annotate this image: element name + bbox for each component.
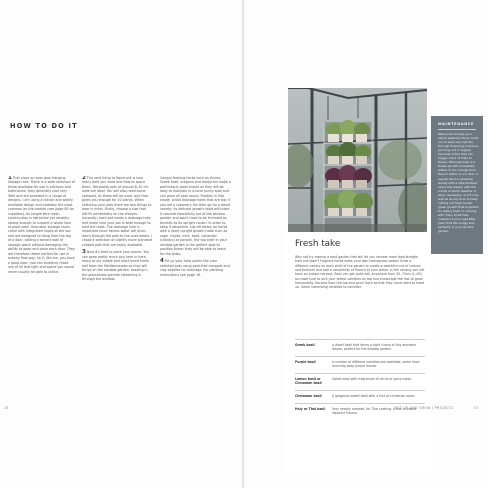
shelf-third xyxy=(324,165,372,189)
running-footer: SET UP AND GROW | PROJECTS xyxy=(395,406,454,410)
greenhouse-illustration xyxy=(288,88,427,234)
maintenance-heading: MAINTENANCE xyxy=(438,122,475,126)
step-number: 3 xyxy=(82,249,86,256)
section-heading: HOW TO DO IT xyxy=(10,122,78,130)
table-row xyxy=(295,391,425,404)
step-number: 1 xyxy=(8,176,12,181)
step-text: Fill up your herb plants like your selected pots using peat-free compost and clay pebbles for drainage. For planting instructions see page 16. xyxy=(160,259,230,277)
step-paragraph xyxy=(8,176,75,274)
variety-name: Cinnamon basil xyxy=(295,391,332,404)
page-number-right: 17 xyxy=(474,406,479,410)
variety-desc: Sweet basil with fragrances of citrus or spicy notes. xyxy=(332,374,425,391)
maintenance-divider xyxy=(438,129,476,130)
greenhouse-herb-photo xyxy=(288,88,427,234)
variety-name: Greek basil xyxy=(295,340,332,357)
table-row xyxy=(295,374,425,391)
fresh-take-body: Why not try making a basil garden that will let you harvest more food straight from the plant? Fragrant herbs make your own homegrown pesto! Grow a different variety on each shelf of the garden to create a beautiful mix of colours and textures and add a complexity of flavour to your pesto. In the coming you will have an instant harvest. Basil can get quite tall, anywhere from 30–70cm (1–2ft) so make sure to pick your tallest varieties on top and encourage the rest to grow horizontally. Harvest from the top and pinch back so that they never start to head up. Some interesting varieties to consider: xyxy=(295,255,425,290)
table-row xyxy=(295,357,425,374)
variety-desc: A number of different varieties are available, some have stunning deep purple leaves. xyxy=(332,357,425,374)
fresh-take-title: Fresh take xyxy=(295,239,341,249)
variety-name: Purple basil xyxy=(295,357,332,374)
variety-desc: Very heavily scented, for Thai cooking. It has a unique liquorice flavour. xyxy=(332,404,425,421)
shelf-top xyxy=(324,120,372,143)
maintenance-body: Make sure to keep your plants watered. Many herbs run to seed very quickly through flowering, however, pinching out or regular harvests of the tops can trigger more of them to flower. Although basil is a flower we still completely edible. It can change their flavour within in our door. A regular feed is essential. Gently with a little fertiliser every few weeks, with the arrival of warm weather or when necessary, and it may well be at any time to keep cutting out fresh tender green growth that is perfect for eating fresh or cooking with. Plus, it will help maintain a nice neat little plant that fits snugly and perfectly in your window garden. xyxy=(438,132,479,234)
table-row xyxy=(295,340,425,357)
variety-desc: A dwarf basil that forms a tight clump of tiny aromatic leaves, perfect for the window garden. xyxy=(332,340,425,357)
fresh-take-box xyxy=(285,232,431,474)
step-text: Now it's time to plant your plants. You can grow pretty much any herb in here, many of our staple and most loved herbs hail from the Mediterranean so they will thrive on the window garden, basking in the glasshouse warmth streaming in through the window. xyxy=(82,250,150,281)
step-paragraph xyxy=(82,250,152,281)
page-number-left: 16 xyxy=(4,406,9,410)
step-text: First place an over-door hanging storage rack. There is a wide selection of these available for use in kitchens and bathrooms; they generally cost very little and are available in a range of designs. I am using a classic and widely available design and probably the most common on the market (see page 00 for suppliers). As simple wire mesh construction is attractive yet sensibly strong enough to support a whole host of plant pots. Over-door storage racks come with integrated hooks at the top and are designed to hang from the top of a door, adding a second wall of storage space without damaging the ability to open and close each door. They are therefore rather perfect for use in exactly that way, so if, like me, you have a glass door, you can suddenly make use of all that light and space you would never usually be able to utilise. xyxy=(8,176,75,274)
shelf-second xyxy=(324,142,372,165)
text-column-2 xyxy=(82,176,152,436)
text-column-1 xyxy=(8,176,75,416)
shelf-bottom xyxy=(324,190,373,217)
text-column-3 xyxy=(160,176,231,346)
step-paragraph xyxy=(82,176,152,247)
variety-name: Holy or Thai basil xyxy=(295,404,332,421)
step-text: The next thing to figure out is how many pots you need and how to space them. Terracotta pots of around 8–10 cm wide are ideal. You will also need some compost, as these will be used, and that gives you enough for 10 plants. When selecting your pots there are two things to bear in mind. Firstly, choose a size that will fit comfortably on the shelves. Secondly, each pot needs a drainage hole, and make sure your pot is wide enough to hold the roots. The drainage hole is important since excess water will drain down through the pots to the ones below. I chose a selection of slightly more standard shaped pots that are easily available. xyxy=(82,176,152,247)
step-text: Compo-forming herbs such as thyme, Greek basil, oregano and marjoram make a particularly good choice as they will be easy to maintain in a local sunny spot and can grow all year round. Position in this shade, avoid drainage holes that are low. If you are a rosemary fan then go for a dwarf variety; its delicate growth habit will make it cascade beautifully out of the window garden and won't have to be trimmed as brutally as its upright cousin. In order to keep it attractive, clip off stems for herbs with a more upright growth habit such as sage, chives, mint, basil, coriander (cilantro) or parsley, the top shelf in your window garden is the perfect spot to position these; they will be able to reach for the sides. xyxy=(160,176,231,256)
step-paragraph xyxy=(160,176,231,256)
variety-desc: A gorgeous sweet basil with a hint of cinnamon spice. xyxy=(332,391,425,404)
variety-name: Lemon basil or Cinnamon basil xyxy=(295,374,332,391)
maintenance-box xyxy=(431,116,483,254)
step-number: 4 xyxy=(160,258,164,265)
step-paragraph xyxy=(160,259,231,277)
step-number: 2 xyxy=(82,176,86,181)
